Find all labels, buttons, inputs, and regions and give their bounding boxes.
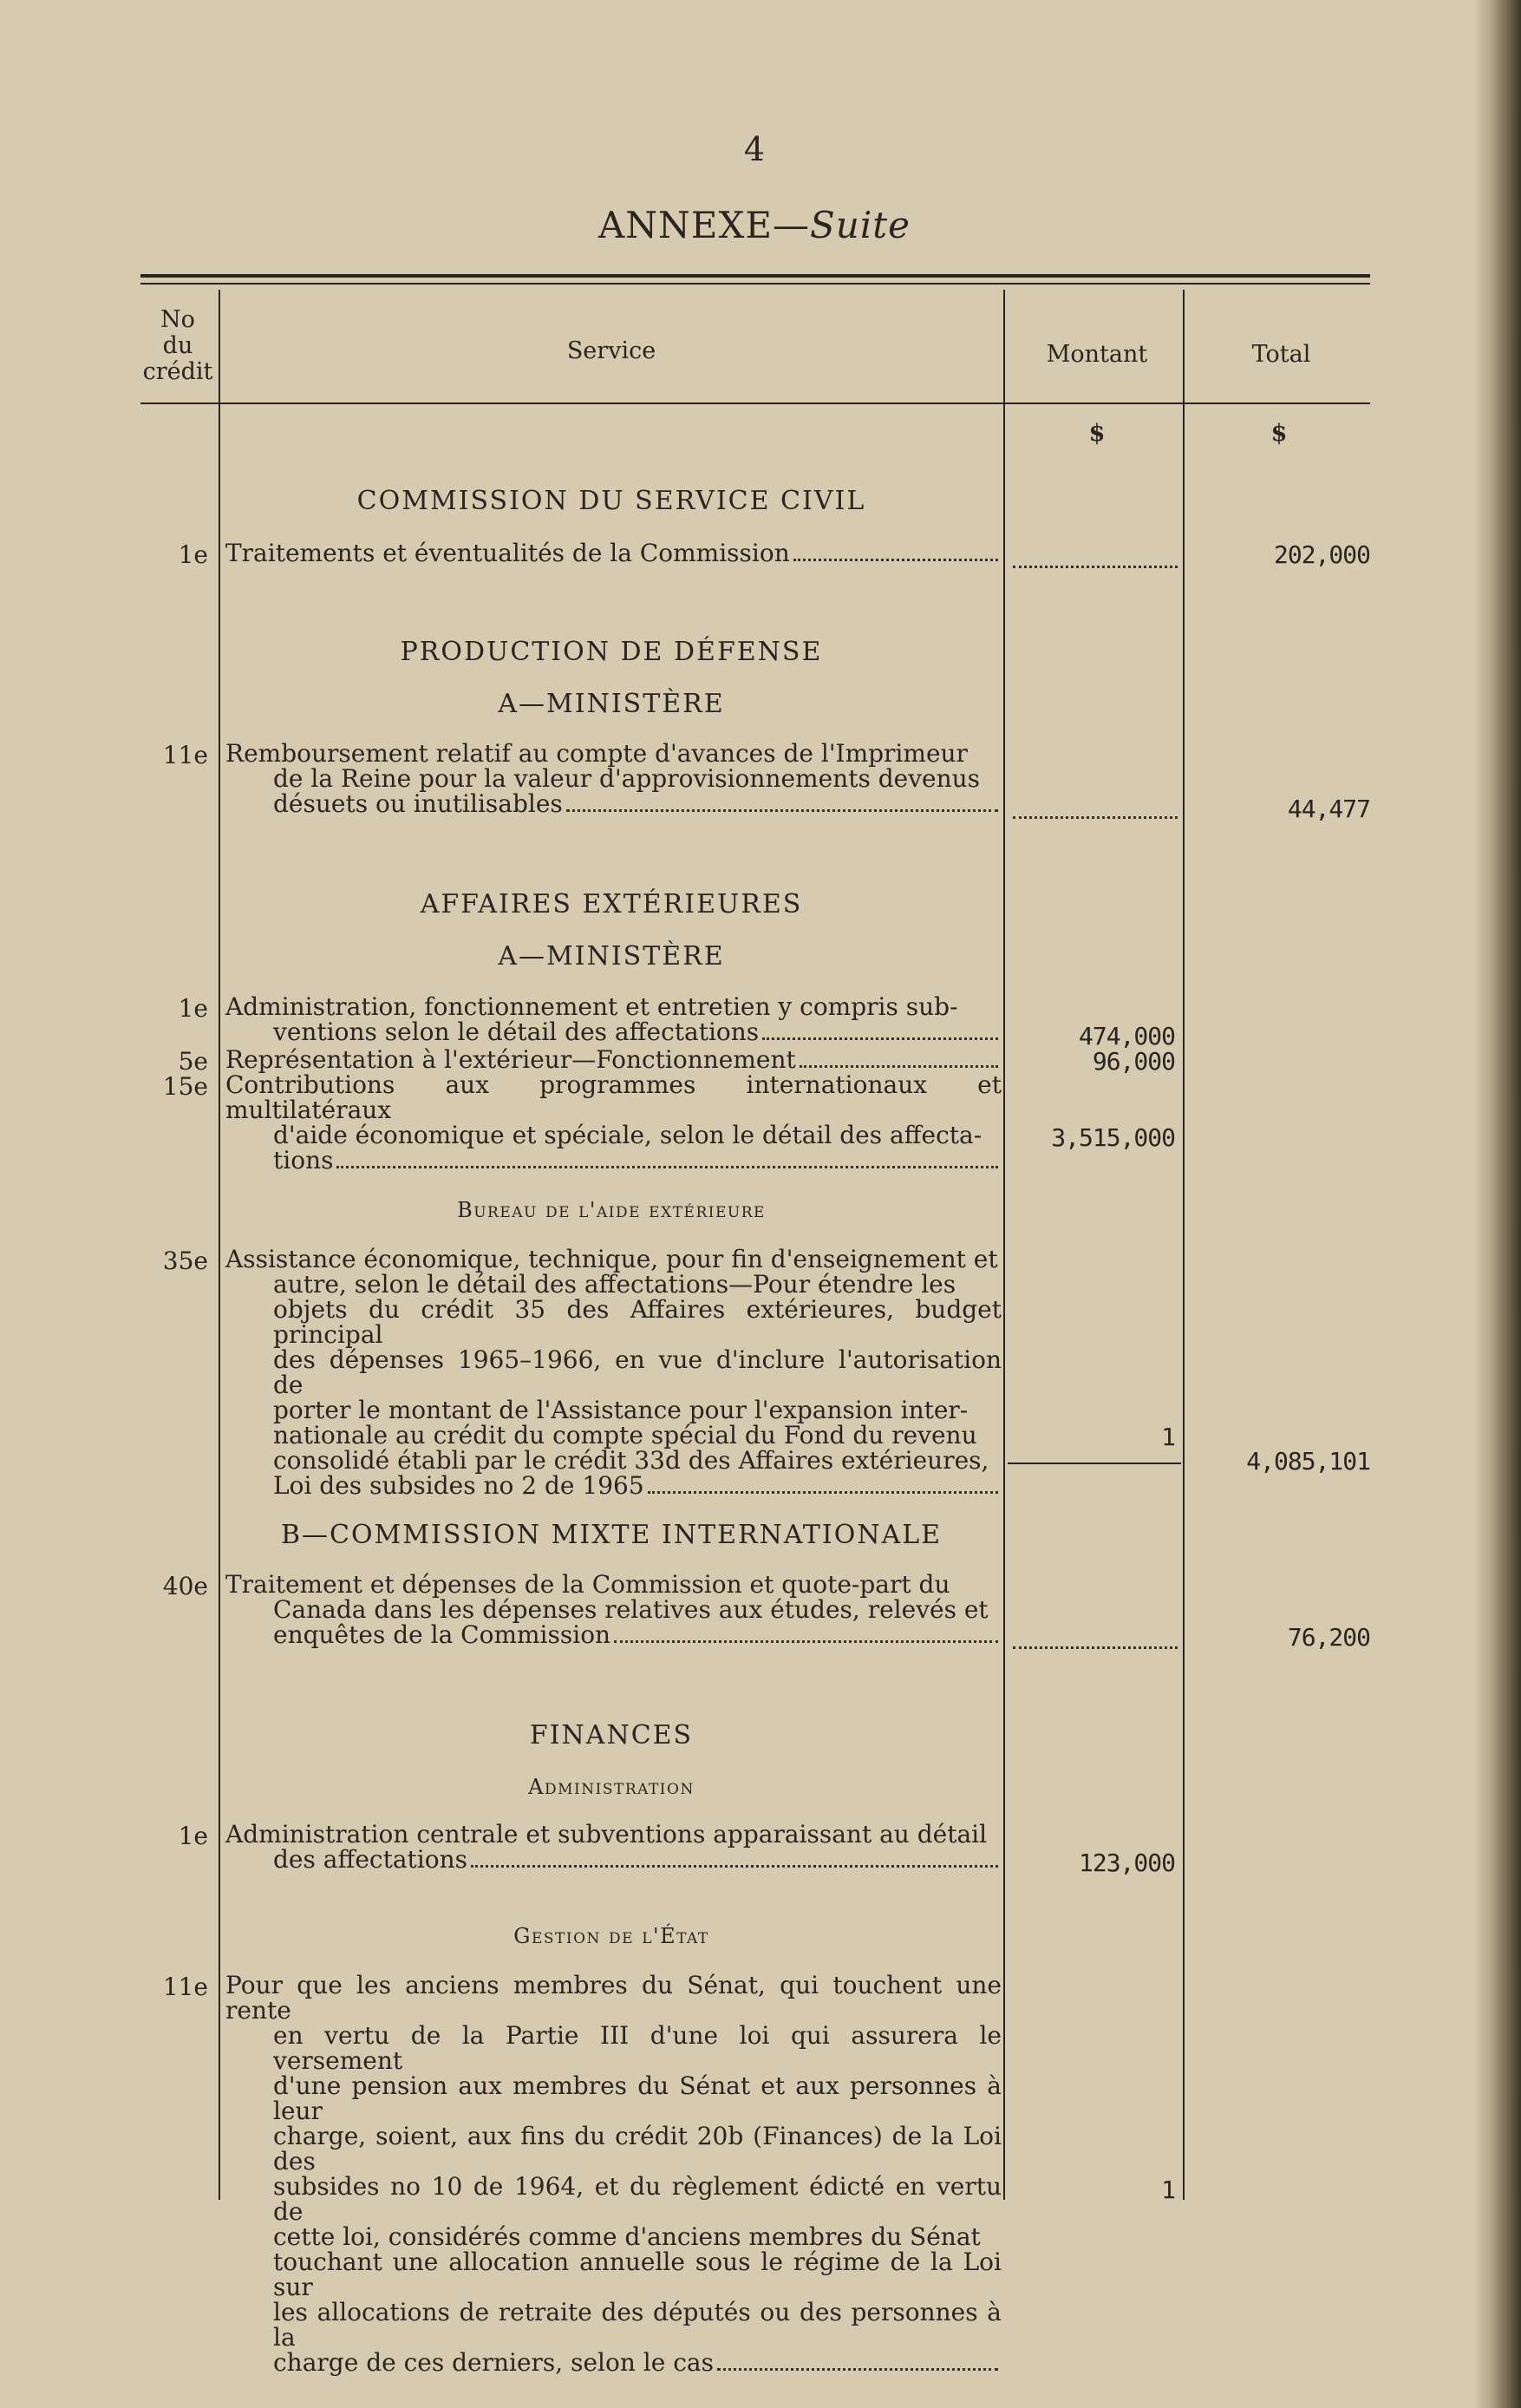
credit-number: 40e	[162, 1572, 208, 1600]
col-rule-montant	[1183, 290, 1185, 2200]
header-rule	[140, 402, 1370, 404]
montant-amount: 123,000	[1078, 1849, 1175, 1877]
service-description: Administration, fonctionnement et entretien y compris sub- ventions selon le détail des affectations	[225, 994, 1002, 1045]
section-title: COMMISSION DU SERVICE CIVIL	[356, 486, 866, 516]
service-description: Assistance économique, technique, pour fin d'enseignement et autre, selon le détail des affectations—Pour étendre les objets du crédit 35 des Affaires extérieures, budget principal des dépenses 1965–1966, en vue d'inclure l'autorisation de porter le montant de l'Assistance pour l'expansion inter- nationale au crédit du compte spécial du Fond du revenu consolidé établi par le crédit 33d des Affaires extérieures, Loi des subsides no 2 de 1965	[225, 1245, 1002, 1500]
subsection-title: A—MINISTÈRE	[498, 941, 725, 972]
currency-total: $	[1270, 420, 1288, 447]
montant-amount: 3,515,000	[1051, 1123, 1175, 1152]
subsection-title: Bureau de l'aide extérieure	[457, 1198, 766, 1222]
montant-leader	[1013, 566, 1178, 568]
service-description: Contributions aux programmes internationaux et multilatéraux d'aide économique et spéciale, selon le détail des affecta- tions	[225, 1070, 1002, 1175]
page-binding-shadow	[1474, 0, 1521, 2408]
service-description: Pour que les anciens membres du Sénat, qui touchent une rente en vertu de la Partie III d'une loi qui assurera le versement d'une pension aux membres du Sénat et aux personnes à leur charge, soient, aux fins du crédit 20b (Finances) de la Loi des subsides no 10 de 1964, et du règlement édicté en vertu de cette loi, considérés comme d'anciens membres du Sénat touchant une allocation annuelle sous le régime de la Loi sur les allocations de retraite des députés ou des personnes à la charge de ces derniers, selon le cas	[225, 1971, 1002, 2377]
header-credit: No du crédit	[142, 306, 213, 385]
section-title: AFFAIRES EXTÉRIEURES	[420, 889, 803, 919]
montant-amount: 96,000	[1092, 1047, 1175, 1076]
subsection-title: Administration	[528, 1775, 695, 1799]
section-title: B—COMMISSION MIXTE INTERNATIONALE	[280, 1520, 943, 1550]
service-description: Représentation à l'extérieur—Fonctionnement	[225, 1047, 1002, 1073]
montant-amount: 474,000	[1078, 1022, 1175, 1050]
header-montant: Montant	[1046, 341, 1148, 368]
credit-number: 11e	[162, 741, 208, 769]
service-description: Remboursement relatif au compte d'avances de l'Imprimeur de la Reine pour la valeur d'approvisionnements devenus désuets ou inutilisables	[225, 741, 1002, 817]
montant-leader	[1013, 816, 1178, 819]
page-number: 4	[743, 130, 766, 168]
credit-number: 11e	[162, 1973, 208, 2001]
credit-number: 1e	[178, 540, 208, 569]
top-rule	[140, 274, 1370, 278]
credit-number: 15e	[162, 1072, 208, 1101]
total-amount: 44,477	[1287, 795, 1370, 823]
section-title: FINANCES	[529, 1720, 694, 1750]
subtotal-rule	[1008, 1462, 1181, 1464]
montant-amount: 1	[1161, 2176, 1175, 2204]
credit-number: 35e	[162, 1247, 208, 1275]
page-title: ANNEXE—Suite	[597, 204, 911, 246]
montant-leader	[1013, 1646, 1178, 1649]
service-description: Administration centrale et subventions apparaissant au détail des affectations	[225, 1822, 1002, 1873]
montant-amount: 1	[1161, 1423, 1175, 1451]
service-description: Traitements et éventualités de la Commission	[225, 540, 1002, 566]
credit-number: 5e	[178, 1047, 208, 1076]
total-amount: 4,085,101	[1246, 1447, 1370, 1476]
service-description: Traitement et dépenses de la Commission et quote-part du Canada dans les dépenses relatives aux études, relevés et enquêtes de la Commission	[225, 1572, 1002, 1648]
total-amount: 202,000	[1273, 540, 1370, 569]
col-rule-credit	[219, 290, 220, 2200]
col-rule-service	[1003, 290, 1005, 2200]
header-total: Total	[1251, 341, 1311, 368]
subsection-title: Gestion de l'État	[513, 1924, 709, 1948]
section-title: PRODUCTION DE DÉFENSE	[400, 637, 823, 667]
credit-number: 1e	[178, 1822, 208, 1850]
currency-montant: $	[1088, 420, 1106, 447]
total-amount: 76,200	[1287, 1623, 1370, 1652]
top-rule-thin	[140, 283, 1370, 285]
subsection-title: A—MINISTÈRE	[498, 689, 725, 719]
credit-number: 1e	[178, 994, 208, 1023]
header-service: Service	[566, 337, 656, 364]
